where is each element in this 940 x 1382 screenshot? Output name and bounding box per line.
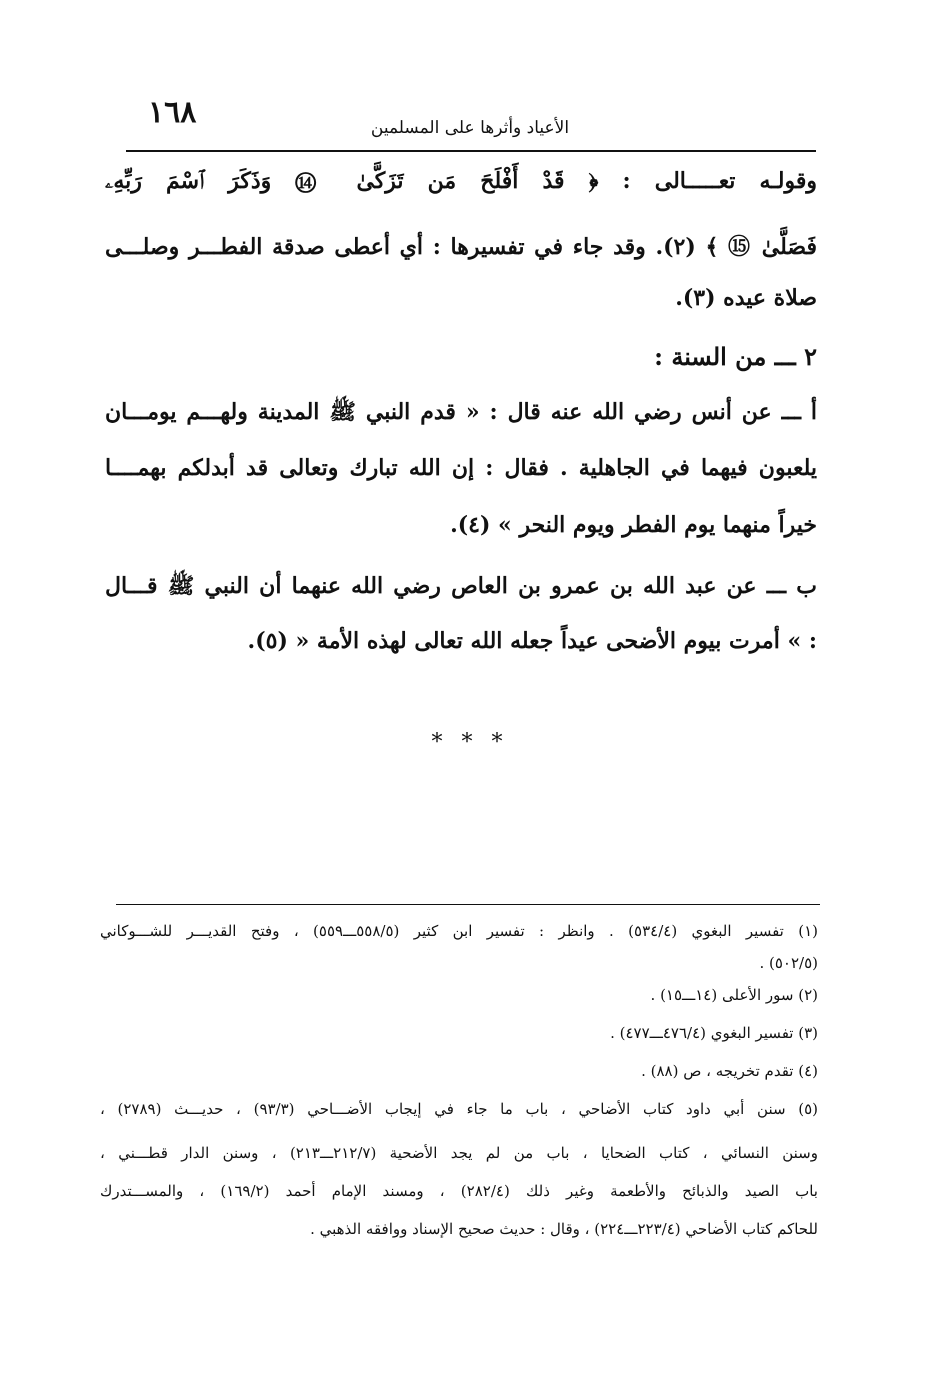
footnote-line: (٤) تقدم تخريجه ، ص (٨٨) . <box>641 1062 818 1080</box>
footnote-line: (٢) سور الأعلى (١٤ـــ١٥) . <box>650 986 818 1004</box>
footnote-line: وسنن النسائي ، كتاب الضحايا ، باب من لم يجد الأضحية (٢١٢/٧ـــ٢١٣) ، وسنن الدار قطـــني ، <box>100 1144 818 1162</box>
section-heading: ٢ ـــ من السنة : <box>654 342 817 371</box>
body-line-2: فَصَلَّىٰ ⑮ ﴾ (٢). وقد جاء في تفسيرها : أي أعطى صدقة الفطـــر وصلـــى <box>105 234 817 260</box>
body-line-6: يلعبون فيهما في الجاهلية . فقال : إن الله تبارك وتعالى قد أبدلكم بهمــــا <box>105 455 817 481</box>
section-separator: * * * <box>431 730 509 755</box>
running-title: الأعياد وأثرها على المسلمين <box>370 118 570 138</box>
footnote-rule <box>116 904 820 905</box>
footnote-line: (١) تفسير البغوي (٥٣٤/٤) . وانظر : تفسير ابن كثير (٥٥٨/٥ـــ٥٥٩) ، وفتح القديـــر للشـــوكاني <box>100 922 818 940</box>
body-line-7: خيراً منهما يوم الفطر ويوم النحر » (٤). <box>450 512 817 538</box>
footnote-line: للحاكم كتاب الأضاحي (٢٢٣/٤ـــ٢٢٤) ، وقال : حديث صحيح الإسناد ووافقه الذهبي . <box>310 1220 818 1238</box>
footnote-line: (٣) تفسير البغوي (٤٧٦/٤ـــ٤٧٧) . <box>610 1024 818 1042</box>
footnote-line: (٥٠٢/٥) . <box>759 954 818 972</box>
body-line-1: وقولـه تعـــــالى : ﴿ قَدْ أَفْلَحَ مَن تَزَكَّىٰ ⑭ وَذَكَرَ ٱسْمَ رَبِّهِۦ <box>105 168 817 194</box>
body-line-3: صلاة عيده (٣). <box>675 285 817 311</box>
footnote-line: باب الصيد والذبائح والأطعمة وغير ذلك (٢٨٢/٤) ، ومسند الإمام أحمد (١٦٩/٢) ، والمســـتدرك <box>100 1182 818 1200</box>
body-line-5: أ ـــ عن أنس رضي الله عنه قال : « قدم النبي ﷺ المدينة ولهـــم يومـــان <box>105 399 817 425</box>
body-line-9: : » أمرت بيوم الأضحى عيداً جعله الله تعالى لهذه الأمة « (٥). <box>247 628 817 654</box>
body-line-8: ب ـــ عن عبد الله بن عمرو بن العاص رضي الله عنهما أن النبي ﷺ قـــال <box>105 573 817 599</box>
page-number: ١٦٨ <box>148 95 197 130</box>
footnote-line: (٥) سنن أبي داود كتاب الأضاحي ، باب ما جاء في إيجاب الأضـــاحي (٩٣/٣) ، حديـــث (٢٧٨٩) ، <box>100 1100 818 1118</box>
header-rule <box>126 150 816 152</box>
